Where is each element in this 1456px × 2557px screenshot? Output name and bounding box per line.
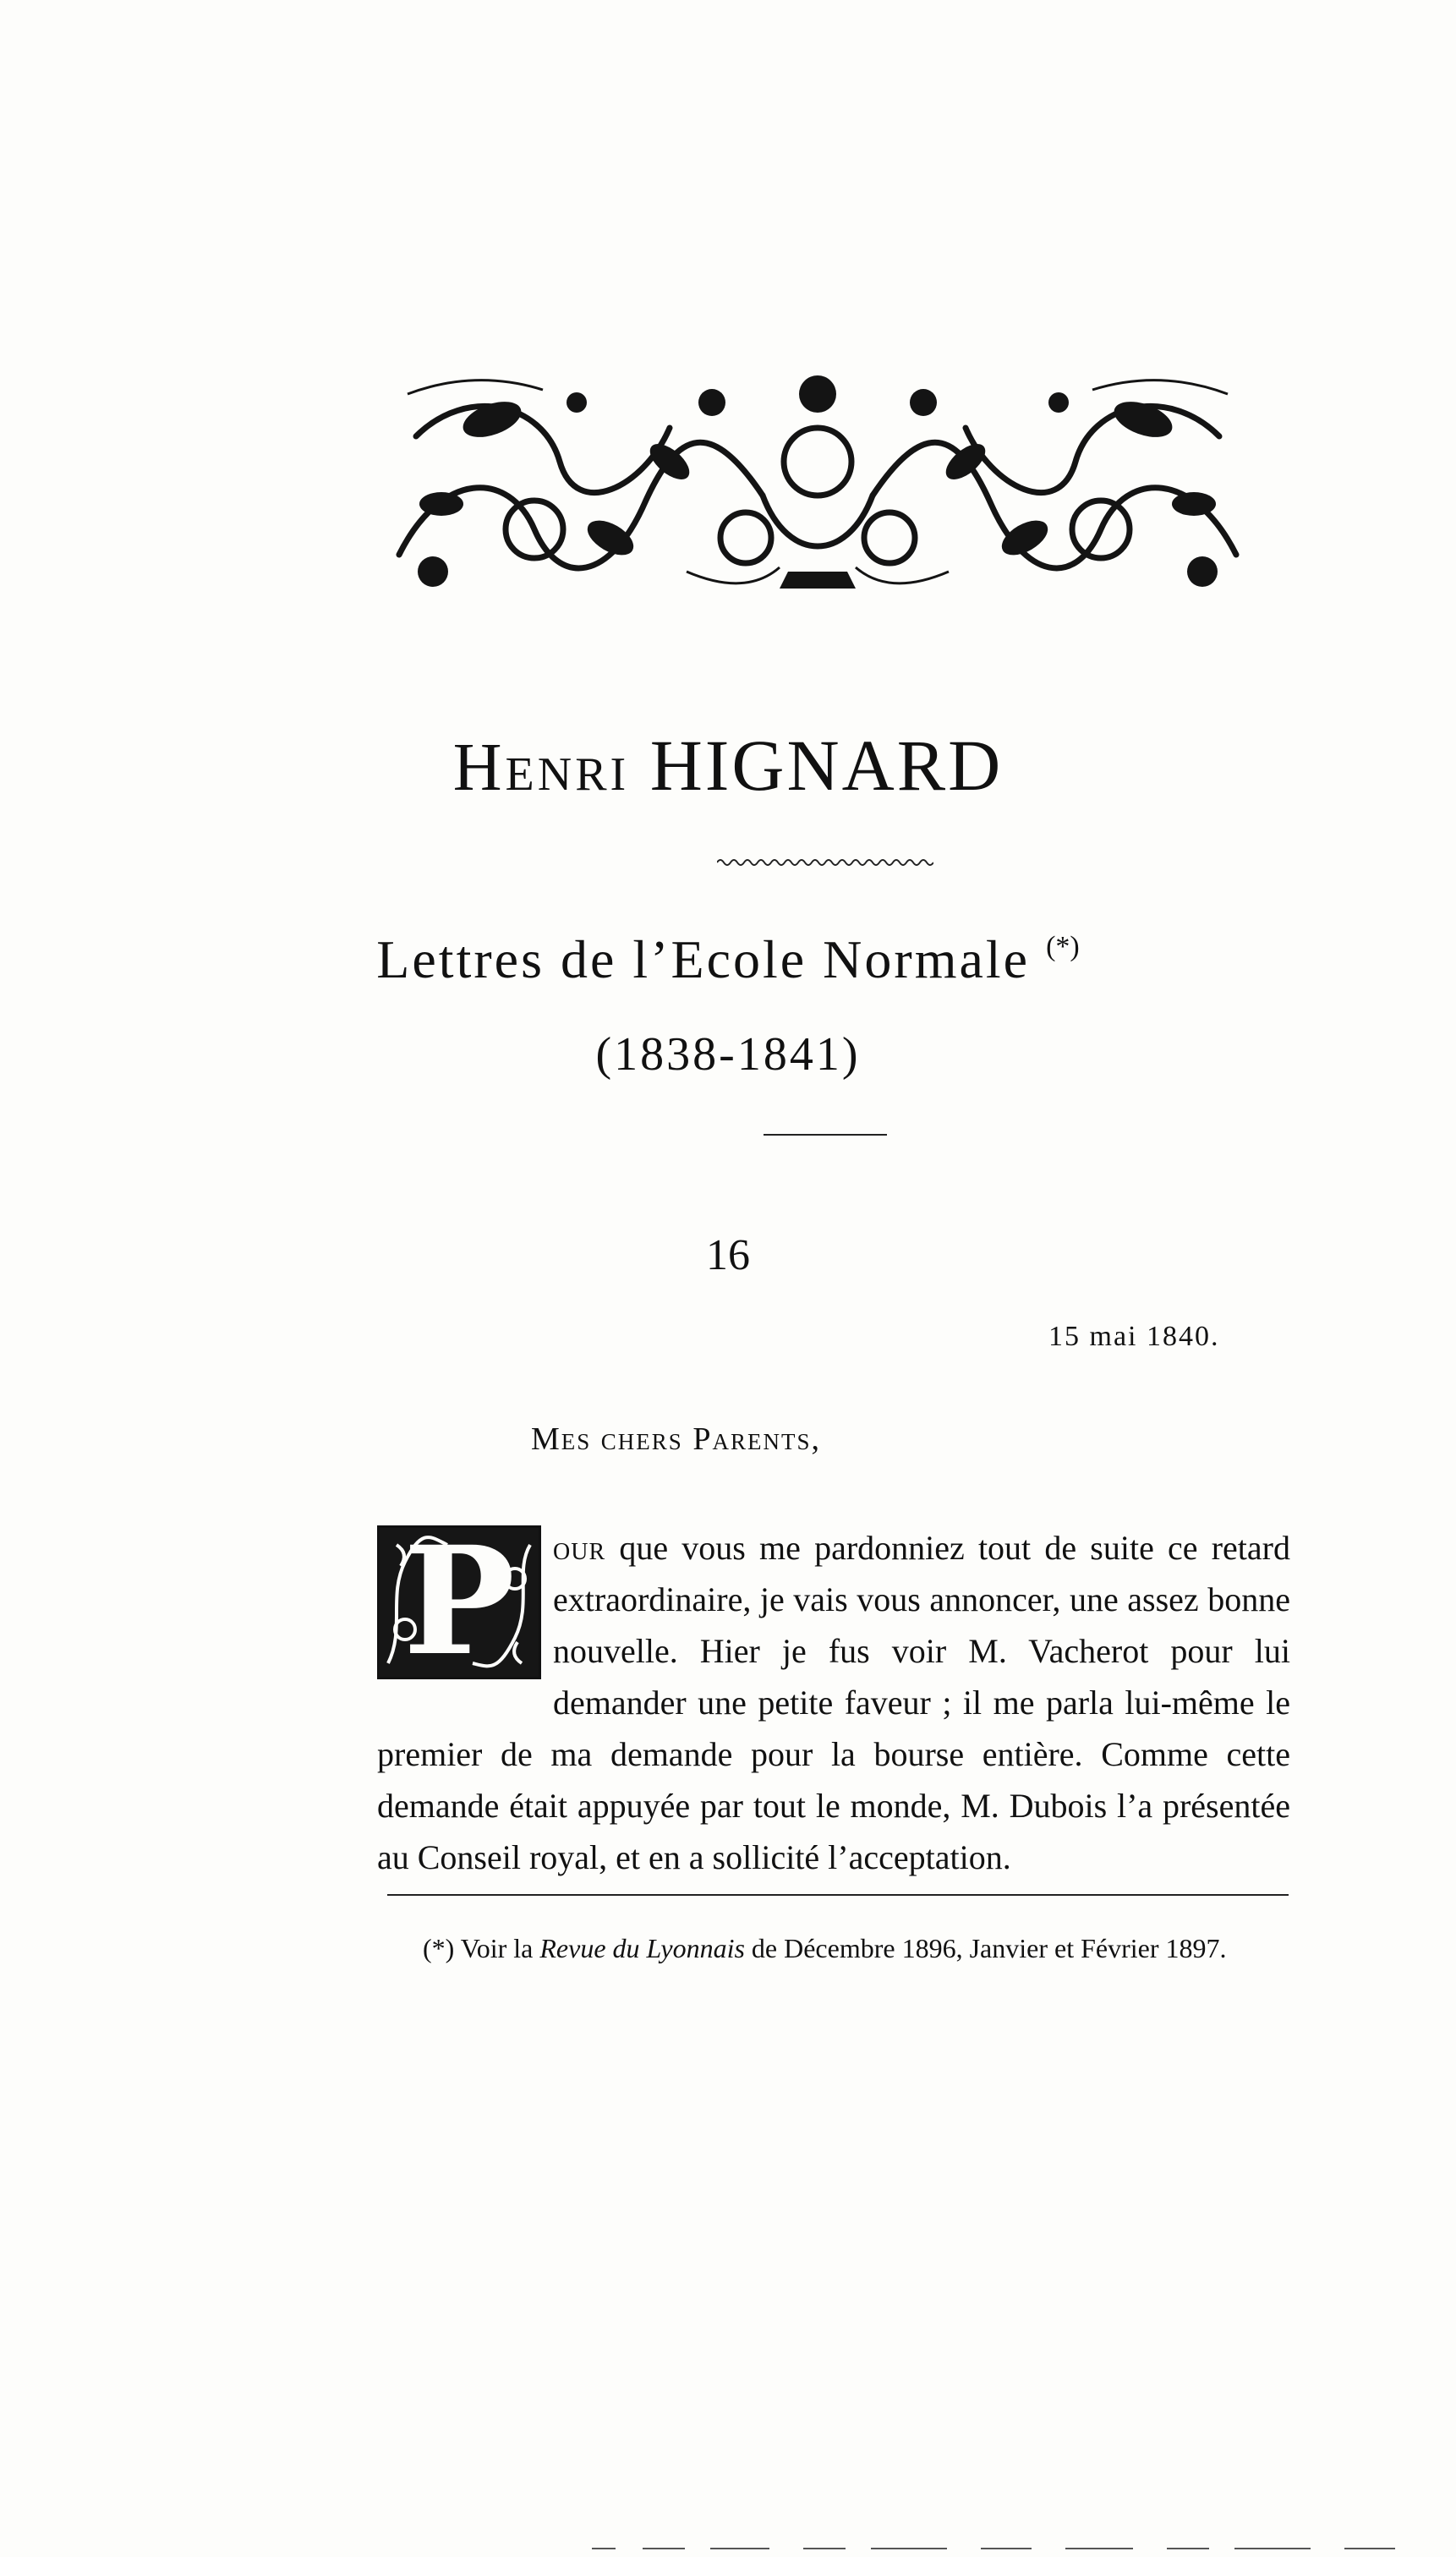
author-name (0, 723, 1456, 808)
wavy-divider (717, 856, 933, 869)
document-title (0, 928, 1456, 991)
first-word-rest: our (553, 1529, 606, 1567)
letter-text: que vous me pardonniez tout de suite ce retard extraordinaire, je vais vous annoncer, une assez bonne nouvelle. Hier je fus voir M. Vacherot pour lui demander une petite faveur ; il me parla lui-même le premier de ma demande pour la bourse entière. Comme cette demande était appuyée par tout le monde, M. Dubois l’a présentée au Conseil royal, et en a sollicité l’acceptation. (377, 1529, 1290, 1876)
footnote-journal: Revue du Lyonnais (539, 1933, 745, 1963)
ornamental-drop-cap (377, 1514, 541, 1689)
author-first-name: Henri (452, 731, 630, 805)
footnote-rule (387, 1894, 1289, 1896)
letter-date: 15 mai 1840. (1048, 1321, 1220, 1352)
letter-number: 16 (706, 1231, 750, 1279)
section-rule (764, 1134, 887, 1136)
author-last-name: HIGNARD (649, 725, 1004, 806)
footnote (387, 1926, 1289, 1970)
letter-salutation: Mes chers Parents, (531, 1421, 821, 1457)
footnote-mark: (*) (423, 1933, 455, 1963)
drop-cap-letter: P (402, 1514, 516, 1689)
footnote-suffix: de Décembre 1896, Janvier et Février 1897. (744, 1933, 1227, 1963)
ornamental-headpiece (391, 369, 1245, 597)
date-range: (1838-1841) (595, 1028, 861, 1081)
letter-body (377, 1514, 1290, 1883)
title-footnote-mark: (*) (1046, 931, 1080, 962)
bottom-edge-marks (592, 2547, 1404, 2550)
footnote-prefix: Voir la (454, 1933, 540, 1963)
title-text: Lettres de l’Ecole Normale (376, 929, 1031, 989)
